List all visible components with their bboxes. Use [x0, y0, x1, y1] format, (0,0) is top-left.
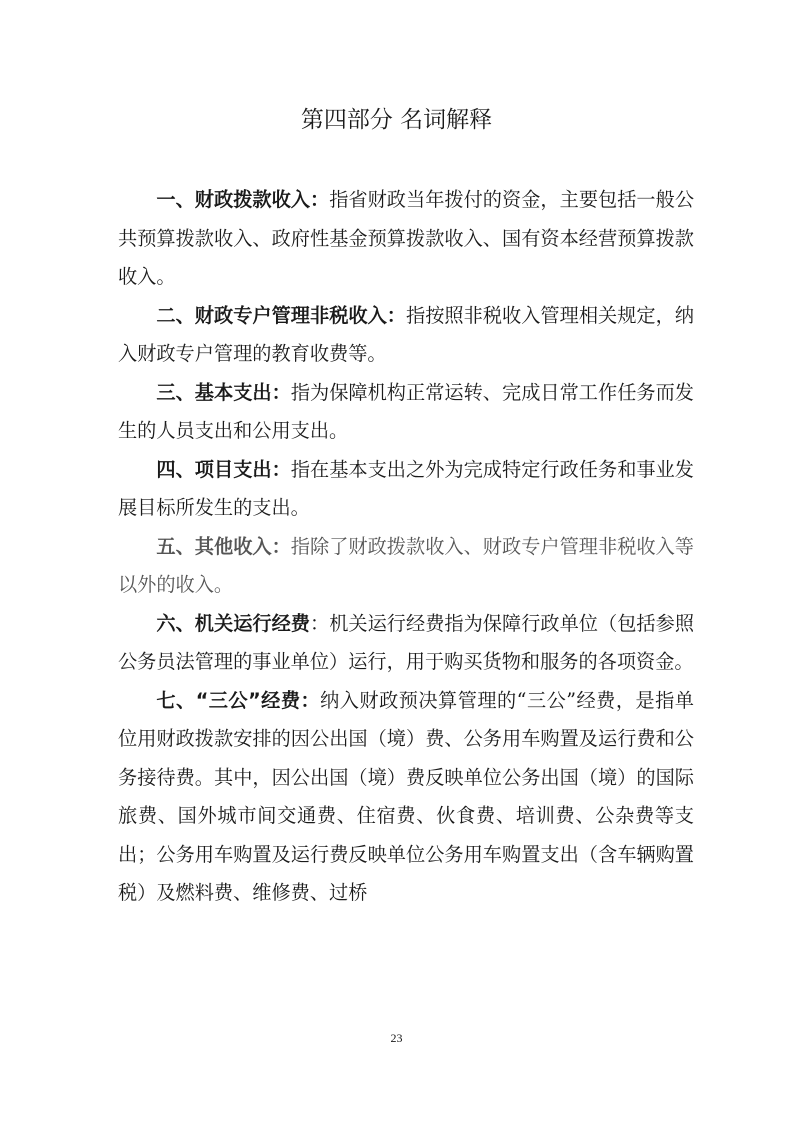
glossary-definition: 指除了财政拨款收入、财政专户管理非税收入等以外的收入。	[118, 534, 694, 596]
glossary-term: 五、其他收入：	[156, 534, 291, 558]
glossary-definition: 指在基本支出之外为完成特定行政任务和事业发展目标所发生的支出。	[118, 457, 694, 519]
glossary-term: 七、“三公”经费：	[156, 688, 321, 712]
glossary-term: 二、财政专户管理非税收入：	[156, 303, 407, 327]
glossary-item-operating-expenses	[118, 605, 694, 682]
glossary-item-fiscal-appropriation-income	[118, 181, 694, 297]
glossary-definition: ：机关运行经费指为保障行政单位（包括参照公务员法管理的事业单位）运行，用于购买货物和服务的各项资金。	[118, 611, 695, 673]
glossary-item-project-expenditure	[118, 451, 694, 528]
page-number: 23	[390, 1031, 403, 1045]
glossary-item-three-public-expenses	[118, 682, 694, 913]
glossary-item-basic-expenditure	[118, 374, 694, 451]
glossary-term: 一、财政拨款收入：	[156, 188, 330, 211]
page-title: 第四部分 名词解释	[300, 107, 493, 133]
glossary-term: 四、项目支出：	[156, 457, 291, 481]
glossary-definition: 指为保障机构正常运转、完成日常工作任务而发生的人员支出和公用支出。	[118, 380, 694, 442]
glossary-term: 六、机关运行经费	[156, 611, 310, 635]
glossary-term: 三、基本支出：	[156, 380, 291, 404]
glossary-item-special-account-non-tax-income	[118, 297, 694, 374]
glossary-item-other-income	[118, 528, 694, 605]
glossary-definition: 纳入财政预决算管理的“三公”经费，是指单位用财政拨款安排的因公出国（境）费、公务用车购置及运行费和公务接待费。其中，因公出国（境）费反映单位公务出国（境）的国际旅费、国外城市间交通费、住宿费、伙食费、培训费、公杂费等支出；公务用车购置及运行费反映单位公务用车购置支出（含车辆购置税）及燃料费、维修费、过桥	[118, 688, 694, 904]
glossary-definition: 指按照非税收入管理相关规定，纳入财政专户管理的教育收费等。	[118, 303, 695, 365]
glossary-body	[118, 181, 694, 913]
glossary-definition: 指省财政当年拨付的资金，主要包括一般公共预算拨款收入、政府性基金预算拨款收入、国有资本经营预算拨款收入。	[118, 188, 695, 288]
